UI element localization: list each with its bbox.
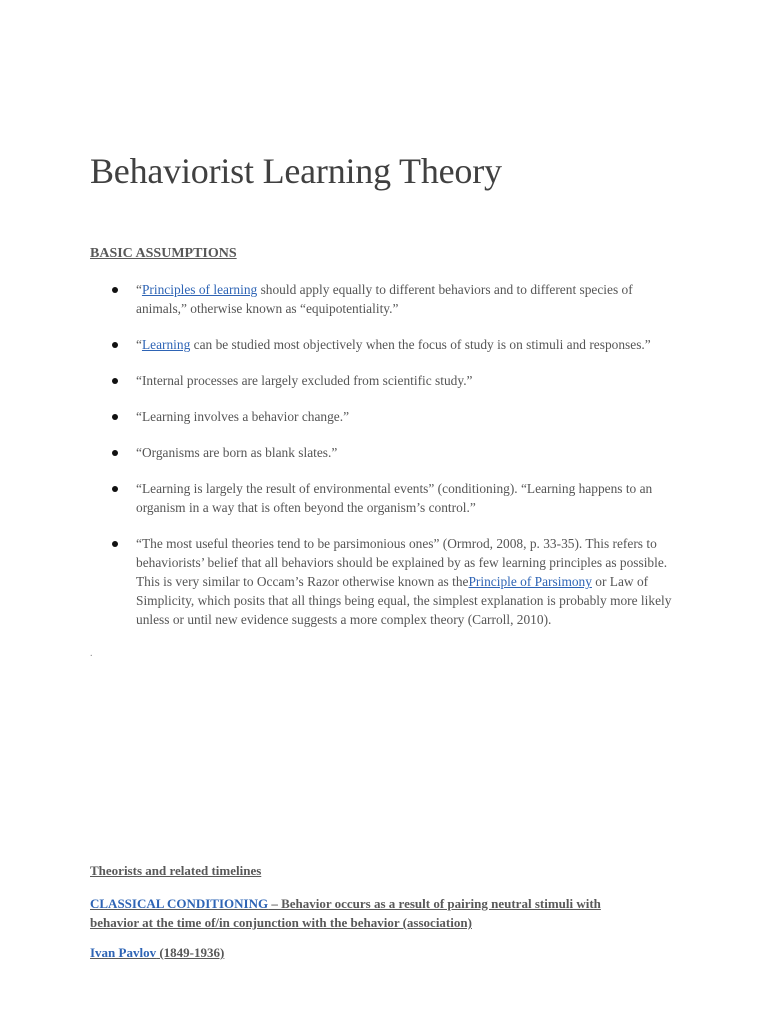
bullet-icon — [112, 541, 118, 547]
bullet-icon — [112, 450, 118, 456]
ivan-pavlov-years: (1849-1936) — [156, 945, 225, 960]
list-item — [112, 407, 684, 426]
list-item — [112, 479, 684, 517]
list-item — [112, 443, 684, 462]
item-text-pre: “ — [136, 337, 142, 352]
item-text: “Learning is largely the result of environmental events” (conditioning). “Learning happens to an organism in a way that is often beyond the organism’s control.” — [136, 481, 653, 515]
ivan-pavlov-link[interactable]: Ivan Pavlov — [90, 945, 157, 960]
item-text: “Organisms are born as blank slates.” — [136, 445, 338, 460]
item-text-post: or Law of Simplicity, which posits that all things being equal, the simplest explanation is probably more likely unless or until new evidence suggests a more complex theory (Carroll, 2010). — [136, 574, 672, 627]
item-text-post: should apply equally to different behaviors and to different species of animals,” otherwise known as “equipotentiality.” — [136, 282, 633, 316]
item-text-post: can be studied most objectively when the focus of study is on stimuli and responses.” — [190, 337, 651, 352]
item-text: “Internal processes are largely excluded from scientific study.” — [136, 373, 473, 388]
bullet-icon — [112, 414, 118, 420]
item-text-pre: “The most useful theories tend to be parsimonious ones” (Ormrod, 2008, p. 33-35). This refers to behaviorists’ belief that all behaviors should be explained by as few learning principles as possible. This is very similar to Occam’s Razor otherwise known as the — [136, 536, 668, 589]
item-text-pre: “ — [136, 282, 142, 297]
classical-conditioning-link[interactable]: CLASSICAL CONDITIONING — [90, 896, 269, 911]
learning-link[interactable]: Learning — [141, 337, 191, 352]
list-item — [112, 534, 684, 629]
bullet-icon — [112, 378, 118, 384]
page-title: Behaviorist Learning Theory — [90, 151, 502, 191]
principles-of-learning-link[interactable]: Principles of learning — [141, 282, 258, 297]
ivan-pavlov-line — [90, 945, 224, 961]
bullet-icon — [112, 486, 118, 492]
list-item — [112, 371, 684, 390]
item-text: “Learning involves a behavior change.” — [136, 409, 350, 424]
theorists-heading: Theorists and related timelines — [90, 863, 262, 878]
basic-assumptions-heading: BASIC ASSUMPTIONS — [90, 246, 237, 261]
bullet-icon — [112, 287, 118, 293]
classical-conditioning-paragraph — [90, 894, 650, 932]
stray-dot: . — [90, 648, 93, 659]
principle-of-parsimony-link[interactable]: Principle of Parsimony — [468, 574, 592, 589]
bullet-icon — [112, 342, 118, 348]
list-item — [112, 335, 684, 354]
classical-conditioning-text: – Behavior occurs as a result of pairing neutral stimuli with behavior at the time of/in conjunction with the behavior (association) — [90, 896, 601, 930]
list-item — [112, 280, 684, 318]
assumptions-list — [112, 280, 684, 646]
